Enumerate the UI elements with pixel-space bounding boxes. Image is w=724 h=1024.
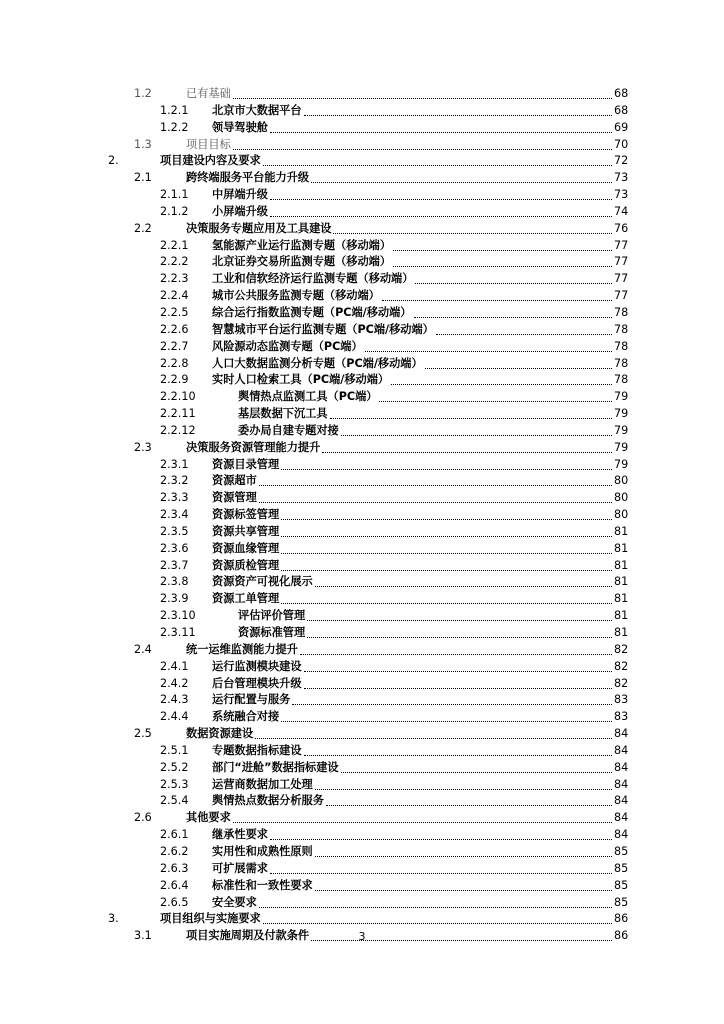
toc-entry[interactable]: [0, 642, 724, 659]
toc-dot-leader: [330, 418, 612, 419]
toc-entry-page: 73: [614, 171, 629, 185]
toc-dot-leader: [315, 586, 612, 587]
toc-entry-page: 81: [614, 626, 629, 639]
toc-dot-leader: [391, 384, 612, 385]
toc-entry-title: 资源共享管理: [212, 524, 280, 538]
toc-entry[interactable]: [0, 423, 724, 440]
toc-entry-title: 智慧城市平台运行监测专题（PC端/移动端）: [212, 322, 434, 336]
toc-entry-number: 2.2.2: [160, 255, 189, 269]
toc-entry-number: 2.3.6: [160, 541, 189, 555]
toc-dot-leader: [281, 721, 612, 722]
toc-entry-title: 人口大数据监测分析专题（PC端/移动端）: [212, 356, 423, 370]
toc-entry-title: 综合运行指数监测专题（PC端/移动端）: [212, 305, 412, 319]
toc-entry-number: 2.2.5: [160, 305, 189, 319]
toc-entry-number: 1.2: [134, 87, 152, 100]
toc-entry-title: 资源超市: [212, 474, 257, 488]
toc-entry-page: 84: [614, 794, 629, 808]
toc-entry[interactable]: [0, 339, 724, 356]
toc-entry-title: 实时人口检索工具（PC端/移动端）: [212, 373, 390, 387]
toc-entry-page: 84: [614, 727, 629, 741]
toc-entry-number: 2.1: [134, 171, 152, 185]
toc-entry[interactable]: [0, 844, 724, 861]
toc-entry-number: 2.6.3: [160, 861, 189, 875]
toc-entry[interactable]: [0, 356, 724, 373]
toc-dot-leader: [415, 283, 612, 284]
toc-entry-page: 81: [614, 541, 629, 555]
toc-entry-page: 81: [614, 609, 629, 623]
toc-entry-page: 77: [614, 289, 629, 303]
toc-entry-page: 82: [614, 659, 629, 673]
toc-entry-page: 78: [614, 356, 629, 370]
toc-entry[interactable]: [0, 305, 724, 322]
toc-entry-page: 79: [614, 423, 629, 437]
toc-entry[interactable]: [0, 221, 724, 238]
toc-entry-number: 2.3.3: [160, 491, 189, 505]
toc-dot-leader: [263, 923, 612, 924]
toc-entry-title: 跨终端服务平台能力升级: [186, 171, 310, 185]
toc-entry-title: 舆情热点数据分析服务: [212, 794, 324, 808]
toc-entry-title: 舆情热点监测工具（PC端）: [238, 390, 378, 404]
toc-entry-number: 1.2.1: [160, 103, 189, 117]
toc-entry-title: 资源血缘管理: [212, 541, 280, 555]
toc-dot-leader: [292, 704, 612, 705]
toc-entry-number: 2.4: [134, 642, 152, 656]
toc-entry-title: 工业和信软经济运行监测专题（移动端）: [212, 272, 414, 286]
toc-entry-number: 2.5.2: [160, 760, 189, 774]
toc-entry-number: 1.2.2: [160, 120, 189, 134]
toc-entry-number: 2.3: [134, 440, 152, 454]
toc-dot-leader: [393, 266, 612, 267]
toc-entry[interactable]: [0, 676, 724, 693]
toc-entry-number: 2.2: [134, 221, 152, 235]
toc-entry-number: 2.2.12: [160, 423, 196, 437]
toc-entry-title: 委办局自建专题对接: [238, 423, 339, 437]
toc-entry-page: 78: [614, 305, 629, 319]
toc-entry-number: 2.2.8: [160, 356, 189, 370]
toc-entry[interactable]: [0, 490, 724, 507]
toc-entry-page: 86: [614, 929, 629, 943]
toc-entry-title: 专题数据指标建设: [212, 743, 302, 757]
toc-entry[interactable]: [0, 204, 724, 221]
toc-entry-title: 项目建设内容及要求: [160, 154, 261, 168]
toc-entry-title: 系统融合对接: [212, 710, 280, 724]
toc-entry-number: 2.2.9: [160, 373, 189, 387]
toc-entry[interactable]: [0, 153, 724, 170]
toc-dot-leader: [281, 519, 612, 520]
toc-entry[interactable]: [0, 372, 724, 389]
toc-entry[interactable]: [0, 137, 724, 154]
toc-entry-page: 77: [614, 255, 629, 269]
toc-dot-leader: [259, 502, 612, 503]
table-of-contents: [0, 86, 724, 945]
toc-entry-title: 安全要求: [212, 895, 257, 909]
toc-entry[interactable]: [0, 524, 724, 541]
toc-entry-page: 79: [614, 440, 629, 454]
toc-entry[interactable]: [0, 457, 724, 474]
toc-entry-page: 78: [614, 373, 629, 387]
toc-entry-number: 2.5: [134, 727, 152, 741]
toc-entry-page: 81: [614, 575, 629, 589]
toc-dot-leader: [341, 772, 612, 773]
toc-entry-number: 2.1.1: [160, 188, 189, 202]
toc-entry[interactable]: [0, 659, 724, 676]
toc-entry-number: 2.5.1: [160, 743, 189, 757]
toc-entry-title: 北京证券交易所监测专题（移动端）: [212, 255, 392, 269]
toc-entry-title: 运行配置与服务: [212, 693, 291, 707]
toc-entry[interactable]: [0, 254, 724, 271]
toc-entry-number: 2.3.8: [160, 575, 189, 589]
toc-dot-leader: [304, 115, 612, 116]
toc-entry[interactable]: [0, 861, 724, 878]
toc-entry[interactable]: [0, 120, 724, 137]
toc-entry-number: 2.3.9: [160, 592, 189, 606]
toc-dot-leader: [233, 822, 612, 823]
toc-entry-title: 统一运维监测能力提升: [186, 642, 298, 656]
toc-entry[interactable]: [0, 558, 724, 575]
toc-dot-leader: [300, 654, 612, 655]
toc-entry[interactable]: [0, 288, 724, 305]
toc-entry[interactable]: [0, 541, 724, 558]
toc-entry-title: 资源质检管理: [212, 558, 280, 572]
toc-entry[interactable]: [0, 574, 724, 591]
toc-dot-leader: [281, 603, 612, 604]
toc-entry[interactable]: [0, 271, 724, 288]
toc-entry[interactable]: [0, 895, 724, 912]
toc-entry-number: 2.3.11: [160, 626, 196, 639]
toc-entry-title: 部门“进舱”数据指标建设: [212, 760, 339, 774]
toc-entry-page: 82: [614, 642, 629, 656]
toc-entry-title: 继承性要求: [212, 828, 268, 842]
toc-entry-page: 79: [614, 457, 629, 471]
toc-dot-leader: [281, 469, 612, 470]
toc-entry-number: 3.1: [134, 929, 152, 943]
toc-entry-page: 69: [614, 120, 629, 134]
toc-entry-page: 79: [614, 390, 629, 404]
toc-entry[interactable]: [0, 709, 724, 726]
toc-entry[interactable]: [0, 878, 724, 895]
toc-entry-page: 79: [614, 407, 629, 421]
toc-dot-leader: [315, 890, 612, 891]
toc-entry-number: 2.6.5: [160, 895, 189, 909]
toc-entry-page: 84: [614, 828, 629, 842]
toc-entry-title: 北京市大数据平台: [212, 103, 302, 117]
toc-entry-title: 资源标签管理: [212, 508, 280, 522]
toc-entry-page: 81: [614, 524, 629, 538]
toc-entry-page: 68: [614, 87, 629, 100]
toc-entry-page: 78: [614, 322, 629, 336]
toc-entry-page: 83: [614, 693, 629, 707]
toc-entry-page: 68: [614, 103, 629, 117]
toc-entry-title: 可扩展需求: [212, 861, 268, 875]
toc-entry-number: 3.: [108, 912, 119, 926]
toc-entry-number: 2.4.2: [160, 676, 189, 690]
toc-entry-number: 2.4.1: [160, 659, 189, 673]
toc-dot-leader: [263, 165, 612, 166]
toc-entry-title: 决策服务资源管理能力提升: [186, 440, 321, 454]
toc-entry-number: 2.5.3: [160, 777, 189, 791]
toc-dot-leader: [311, 182, 612, 183]
toc-entry-page: 80: [614, 474, 629, 488]
toc-entry[interactable]: [0, 793, 724, 810]
toc-entry-number: 2.4.3: [160, 693, 189, 707]
toc-dot-leader: [304, 688, 612, 689]
toc-entry-title: 项目组织与实施要求: [160, 912, 261, 926]
toc-entry-number: 2.2.3: [160, 272, 189, 286]
toc-entry-number: 2.2.6: [160, 322, 189, 336]
toc-entry[interactable]: [0, 827, 724, 844]
toc-entry[interactable]: [0, 187, 724, 204]
toc-entry[interactable]: [0, 406, 724, 423]
toc-entry-page: 73: [614, 188, 629, 202]
toc-entry-page: 82: [614, 676, 629, 690]
toc-dot-leader: [425, 368, 612, 369]
toc-dot-leader: [326, 805, 612, 806]
toc-entry-title: 资源目录管理: [212, 457, 280, 471]
toc-entry-number: 2.2.7: [160, 339, 189, 353]
toc-entry[interactable]: [0, 911, 724, 928]
toc-entry-title: 领导驾驶舱: [212, 120, 268, 134]
toc-dot-leader: [393, 250, 612, 251]
toc-dot-leader: [307, 637, 612, 638]
toc-entry-title: 小屏端升级: [212, 204, 268, 218]
toc-entry-number: 2.3.5: [160, 524, 189, 538]
toc-entry[interactable]: [0, 760, 724, 777]
toc-entry-number: 1.3: [134, 137, 152, 151]
toc-entry[interactable]: [0, 170, 724, 187]
toc-entry-page: 85: [614, 861, 629, 875]
toc-entry-page: 84: [614, 811, 629, 825]
toc-entry-page: 86: [614, 912, 629, 926]
toc-entry[interactable]: [0, 507, 724, 524]
toc-entry-page: 84: [614, 760, 629, 774]
toc-dot-leader: [322, 452, 612, 453]
toc-entry-number: 2.2.10: [160, 390, 196, 404]
toc-dot-leader: [259, 485, 612, 486]
toc-entry[interactable]: [0, 692, 724, 709]
toc-entry-number: 2.2.11: [160, 407, 196, 421]
toc-entry-page: 85: [614, 878, 629, 892]
toc-dot-leader: [255, 738, 612, 739]
toc-entry[interactable]: [0, 777, 724, 794]
toc-entry-page: 78: [614, 339, 629, 353]
toc-dot-leader: [315, 789, 612, 790]
toc-dot-leader: [379, 401, 612, 402]
toc-dot-leader: [315, 856, 612, 857]
toc-entry-title: 决策服务专题应用及工具建设: [186, 221, 332, 235]
toc-entry-page: 85: [614, 895, 629, 909]
toc-entry-number: 2.2.1: [160, 238, 189, 252]
toc-entry-number: 2.3.10: [160, 609, 196, 623]
toc-entry-page: 81: [614, 592, 629, 606]
toc-entry[interactable]: [0, 473, 724, 490]
toc-entry-page: 80: [614, 508, 629, 522]
toc-entry-number: 2.: [108, 154, 119, 168]
toc-entry-page: 70: [614, 137, 629, 151]
toc-entry[interactable]: [0, 389, 724, 406]
page-number: 3: [358, 930, 366, 943]
toc-entry-number: 2.6.4: [160, 878, 189, 892]
toc-entry-number: 2.6: [134, 811, 152, 825]
toc-dot-leader: [307, 620, 612, 621]
toc-entry-page: 76: [614, 221, 629, 235]
toc-entry-page: 72: [614, 154, 629, 168]
toc-dot-leader: [304, 755, 612, 756]
toc-entry-number: 2.3.4: [160, 508, 189, 522]
toc-dot-leader: [436, 334, 612, 335]
toc-entry-title: 资源资产可视化展示: [212, 575, 313, 589]
toc-entry-page: 80: [614, 491, 629, 505]
toc-dot-leader: [270, 132, 612, 133]
toc-entry-title: 城市公共服务监测专题（移动端）: [212, 289, 380, 303]
toc-entry[interactable]: [0, 238, 724, 255]
toc-entry-title: 中屏端升级: [212, 188, 268, 202]
toc-dot-leader: [281, 570, 612, 571]
toc-entry[interactable]: [0, 625, 724, 642]
toc-entry-number: 2.5.4: [160, 794, 189, 808]
toc-dot-leader: [382, 300, 612, 301]
toc-entry[interactable]: [0, 322, 724, 339]
toc-entry-page: 85: [614, 844, 629, 858]
toc-dot-leader: [333, 233, 612, 234]
toc-entry-title: 基层数据下沉工具: [238, 407, 328, 421]
toc-entry-title: 已有基础: [186, 87, 231, 100]
toc-entry-title: 氢能源产业运行监测专题（移动端）: [212, 238, 392, 252]
toc-entry-page: 77: [614, 238, 629, 252]
toc-entry-page: 84: [614, 743, 629, 757]
toc-dot-leader: [259, 907, 612, 908]
toc-dot-leader: [233, 149, 612, 150]
toc-dot-leader: [341, 435, 612, 436]
toc-entry-title: 后台管理模块升级: [212, 676, 302, 690]
toc-entry-title: 资源标准管理: [238, 626, 306, 639]
toc-entry-page: 84: [614, 777, 629, 791]
toc-dot-leader: [270, 199, 612, 200]
toc-entry[interactable]: [0, 726, 724, 743]
toc-entry-title: 资源管理: [212, 491, 257, 505]
toc-dot-leader: [270, 839, 612, 840]
toc-entry[interactable]: [0, 440, 724, 457]
toc-dot-leader: [281, 536, 612, 537]
toc-entry-title: 项目目标: [186, 137, 231, 151]
toc-entry[interactable]: [0, 743, 724, 760]
toc-entry-number: 2.3.2: [160, 474, 189, 488]
toc-entry-title: 数据资源建设: [186, 727, 254, 741]
toc-entry-number: 2.6.1: [160, 828, 189, 842]
toc-dot-leader: [304, 671, 612, 672]
toc-dot-leader: [270, 216, 612, 217]
toc-entry-page: 81: [614, 558, 629, 572]
toc-entry-number: 2.3.1: [160, 457, 189, 471]
toc-dot-leader: [270, 873, 612, 874]
toc-entry-title: 标准性和一致性要求: [212, 878, 313, 892]
toc-entry-title: 运营商数据加工处理: [212, 777, 313, 791]
toc-entry-title: 风险源动态监测专题（PC端）: [212, 339, 363, 353]
toc-entry[interactable]: [0, 810, 724, 827]
toc-entry-page: 74: [614, 204, 629, 218]
toc-dot-leader: [281, 553, 612, 554]
toc-entry-title: 实用性和成熟性原则: [212, 844, 313, 858]
toc-entry[interactable]: [0, 86, 724, 103]
toc-entry-number: 2.2.4: [160, 289, 189, 303]
toc-entry-number: 2.4.4: [160, 710, 189, 724]
toc-dot-leader: [365, 351, 612, 352]
toc-dot-leader: [414, 317, 613, 318]
toc-entry[interactable]: [0, 608, 724, 625]
toc-entry-number: 2.3.7: [160, 558, 189, 572]
toc-entry[interactable]: [0, 591, 724, 608]
toc-entry-page: 77: [614, 272, 629, 286]
toc-entry-title: 运行监测模块建设: [212, 659, 302, 673]
toc-entry-title: 其他要求: [186, 811, 231, 825]
toc-entry-number: 2.6.2: [160, 844, 189, 858]
toc-entry-number: 2.1.2: [160, 204, 189, 218]
toc-entry-page: 83: [614, 710, 629, 724]
toc-entry-title: 评估评价管理: [238, 609, 306, 623]
toc-dot-leader: [233, 98, 612, 99]
toc-entry-title: 资源工单管理: [212, 592, 280, 606]
toc-entry[interactable]: [0, 103, 724, 120]
toc-entry-title: 项目实施周期及付款条件: [186, 929, 310, 943]
